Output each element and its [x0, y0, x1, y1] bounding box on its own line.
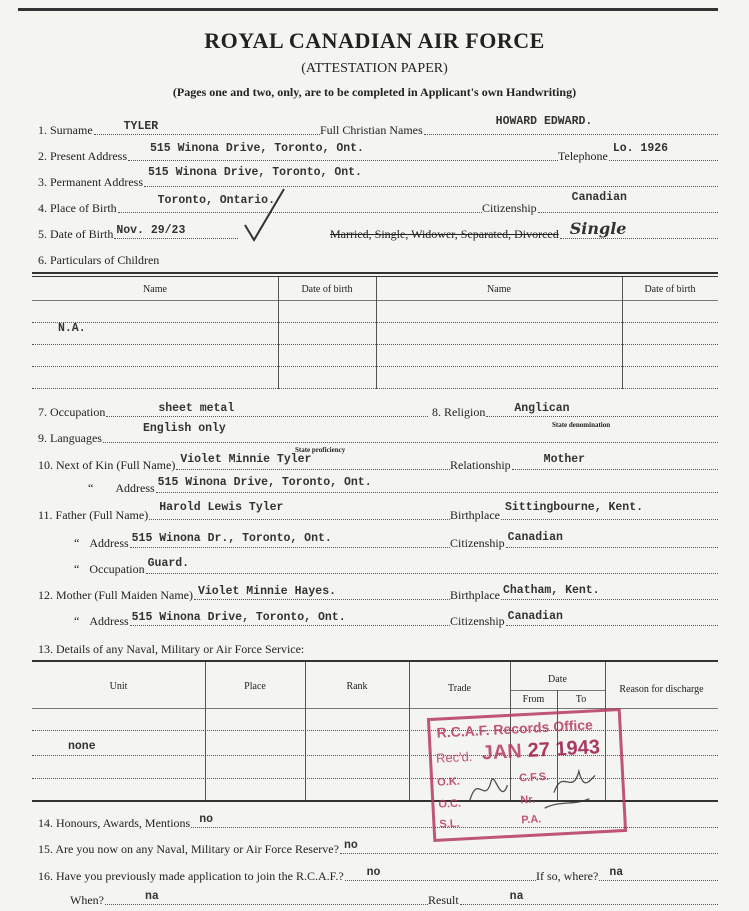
stamp-month: JAN — [481, 740, 523, 765]
present-address-value: 515 Winona Drive, Toronto, Ont. — [150, 142, 364, 155]
honours-value: no — [199, 813, 214, 826]
occupation-value: sheet metal — [158, 402, 235, 415]
mother-value: Violet Minnie Hayes. — [197, 585, 336, 598]
next-of-kin-label: 10. Next of Kin (Full Name) — [38, 458, 176, 472]
instructions-note: (Pages one and two, only, are to be completed in Applicant's own Handwriting) — [172, 85, 577, 99]
table-rule — [32, 300, 718, 301]
father-citizenship-value: Canadian — [507, 531, 563, 544]
permanent-address-value: 515 Winona Drive, Toronto, Ont. — [147, 166, 362, 179]
surname-label: 1. Surname — [38, 123, 93, 137]
service-header-date: Date — [548, 674, 567, 685]
father-birthplace-value: Sittingbourne, Kent. — [504, 501, 644, 514]
christian-names-field[interactable] — [320, 115, 718, 138]
result-field[interactable] — [428, 890, 718, 908]
honours-label: 14. Honours, Awards, Mentions — [38, 816, 191, 830]
top-rule — [18, 8, 718, 11]
stamp-oc: O.C. — [438, 797, 462, 811]
next-of-kin-address-label: Address — [115, 481, 155, 495]
document-title: ROYAL CANADIAN AIR FORCE — [204, 28, 545, 53]
where-field[interactable] — [536, 866, 718, 884]
father-citizenship-field[interactable] — [450, 533, 718, 551]
marital-status-field[interactable] — [330, 219, 718, 242]
next-of-kin-address-field[interactable]: “ Address 515 Winona Drive, Toronto, Ont. — [88, 478, 718, 496]
father-birthplace-label: Birthplace — [450, 508, 500, 522]
table-row — [32, 388, 718, 389]
children-header-dob-2: Date of birth — [644, 284, 696, 295]
mother-address-label: Address — [89, 614, 129, 628]
service-header-unit: Unit — [109, 681, 128, 692]
religion-value: Anglican — [514, 402, 570, 415]
table-rule — [32, 276, 718, 277]
service-header-to: To — [575, 694, 587, 705]
stamp-office: R.C.A.F. Records Office — [436, 716, 594, 741]
religion-field[interactable] — [432, 402, 718, 420]
previous-application-field[interactable] — [38, 866, 536, 884]
stamp-recd: Rec'd. — [435, 748, 473, 766]
relationship-value: Mother — [543, 453, 586, 466]
place-of-birth-value: Toronto, Ontario. — [157, 194, 275, 207]
father-address-value: 515 Winona Dr., Toronto, Ont. — [131, 532, 332, 545]
father-address-field[interactable]: “ Address 515 Winona Dr., Toronto, Ont. — [74, 533, 450, 551]
christian-names-label: Full Christian Names — [320, 123, 423, 137]
result-label: Result — [428, 893, 459, 907]
stamp-sl: S.L. — [439, 817, 460, 831]
table-row — [32, 322, 718, 323]
occupation-field[interactable] — [38, 402, 428, 420]
document-subtitle: (ATTESTATION PAPER) — [301, 61, 448, 76]
surname-value: TYLER — [123, 120, 159, 133]
when-label: When? — [70, 893, 104, 907]
initials-signature-icon — [463, 760, 605, 817]
mother-field[interactable] — [38, 585, 450, 603]
languages-hint: State proficiency — [295, 446, 346, 454]
date-of-birth-field[interactable] — [38, 224, 238, 242]
father-occupation-label: Occupation — [89, 562, 145, 576]
father-birthplace-field[interactable] — [450, 501, 718, 523]
reserve-field[interactable] — [38, 839, 718, 857]
mother-address-field[interactable]: “ Address 515 Winona Drive, Toronto, Ont. — [74, 611, 450, 629]
stamp-ok: O.K. — [436, 775, 461, 789]
marital-status-value: Single — [569, 219, 627, 238]
father-address-label: Address — [89, 536, 129, 550]
service-header-trade: Trade — [448, 683, 471, 694]
father-occupation-field[interactable]: “ Occupation Guard. — [74, 559, 718, 577]
mother-label: 12. Mother (Full Maiden Name) — [38, 588, 193, 602]
service-heading — [38, 639, 538, 657]
table-rule — [32, 660, 718, 662]
service-header-rank: Rank — [346, 681, 368, 692]
mother-citizenship-value: Canadian — [507, 610, 563, 623]
children-header-dob: Date of birth — [301, 284, 353, 295]
table-row — [32, 344, 718, 345]
telephone-field[interactable] — [558, 142, 718, 164]
christian-names-value: HOWARD EDWARD. — [495, 115, 593, 128]
where-label: If so, where? — [536, 869, 599, 883]
religion-label: 8. Religion — [432, 405, 486, 419]
telephone-label: Telephone — [558, 149, 608, 163]
mother-citizenship-label: Citizenship — [450, 614, 505, 628]
stamp-date: 27 1943 — [527, 736, 601, 762]
reserve-value: no — [343, 839, 358, 852]
where-value: na — [609, 866, 624, 879]
permanent-address-field[interactable] — [38, 166, 718, 190]
telephone-value: Lo. 1926 — [612, 142, 669, 155]
date-of-birth-value: Nov. 29/23 — [116, 224, 186, 237]
mother-birthplace-value: Chatham, Kent. — [502, 584, 600, 597]
religion-hint: State denomination — [552, 421, 611, 429]
father-label: 11. Father (Full Name) — [38, 508, 149, 522]
children-entry: N.A. — [58, 322, 86, 335]
when-value: na — [144, 890, 159, 903]
citizenship-value: Canadian — [571, 191, 627, 204]
relationship-field[interactable] — [450, 455, 718, 473]
checkmark-icon — [240, 185, 290, 245]
place-of-birth-label: 4. Place of Birth — [38, 201, 117, 215]
languages-value: English only — [142, 422, 226, 435]
service-header-reason: Reason for discharge — [619, 684, 704, 695]
children-header-name: Name — [143, 284, 167, 295]
father-value: Harold Lewis Tyler — [159, 501, 284, 514]
honours-field[interactable] — [38, 813, 718, 831]
previous-application-value: no — [366, 866, 381, 879]
service-header-place: Place — [244, 681, 266, 692]
stamp-cfs: C.F.S. — [518, 770, 550, 785]
present-address-field[interactable] — [38, 142, 558, 164]
service-entry: none — [68, 740, 96, 753]
mother-birthplace-label: Birthplace — [450, 588, 500, 602]
permanent-address-label: 3. Permanent Address — [38, 175, 143, 189]
surname-field[interactable] — [38, 120, 320, 138]
table-rule — [32, 272, 718, 274]
next-of-kin-address-value: 515 Winona Drive, Toronto, Ont. — [157, 476, 372, 489]
next-of-kin-value: Violet Minnie Tyler — [180, 453, 312, 466]
mother-birthplace-field[interactable] — [450, 585, 718, 603]
citizenship-label: Citizenship — [482, 201, 537, 215]
mother-citizenship-field[interactable] — [450, 611, 718, 629]
present-address-label: 2. Present Address — [38, 149, 127, 163]
father-field[interactable] — [38, 501, 450, 523]
stamp-nr: Nr. — [520, 793, 536, 807]
reserve-label: 15. Are you now on any Naval, Military or Air Force Reserve? — [38, 842, 339, 856]
stamp-pa: P.A. — [521, 813, 542, 827]
occupation-label: 7. Occupation — [38, 405, 106, 419]
children-header-name-2: Name — [487, 284, 511, 295]
father-citizenship-label: Citizenship — [450, 536, 505, 550]
previous-application-label: 16. Have you previously made application to join the R.C.A.F.? — [38, 869, 344, 883]
languages-label: 9. Languages — [38, 431, 102, 445]
children-heading — [38, 250, 338, 268]
next-of-kin-field[interactable] — [38, 455, 450, 473]
marital-status-label: Married, Single, Widower, Separated, Divorced — [330, 227, 559, 241]
relationship-label: Relationship — [450, 458, 511, 472]
service-label: 13. Details of any Naval, Military or Air Force Service: — [38, 642, 305, 656]
table-row — [32, 366, 718, 367]
children-label: 6. Particulars of Children — [38, 253, 160, 267]
when-field[interactable] — [70, 890, 428, 908]
citizenship-field[interactable] — [482, 191, 718, 216]
service-header-from: From — [522, 694, 545, 705]
father-occupation-value: Guard. — [147, 557, 190, 570]
date-of-birth-label: 5. Date of Birth — [38, 227, 114, 241]
result-value: na — [509, 890, 524, 903]
mother-address-value: 515 Winona Drive, Toronto, Ont. — [131, 611, 346, 624]
